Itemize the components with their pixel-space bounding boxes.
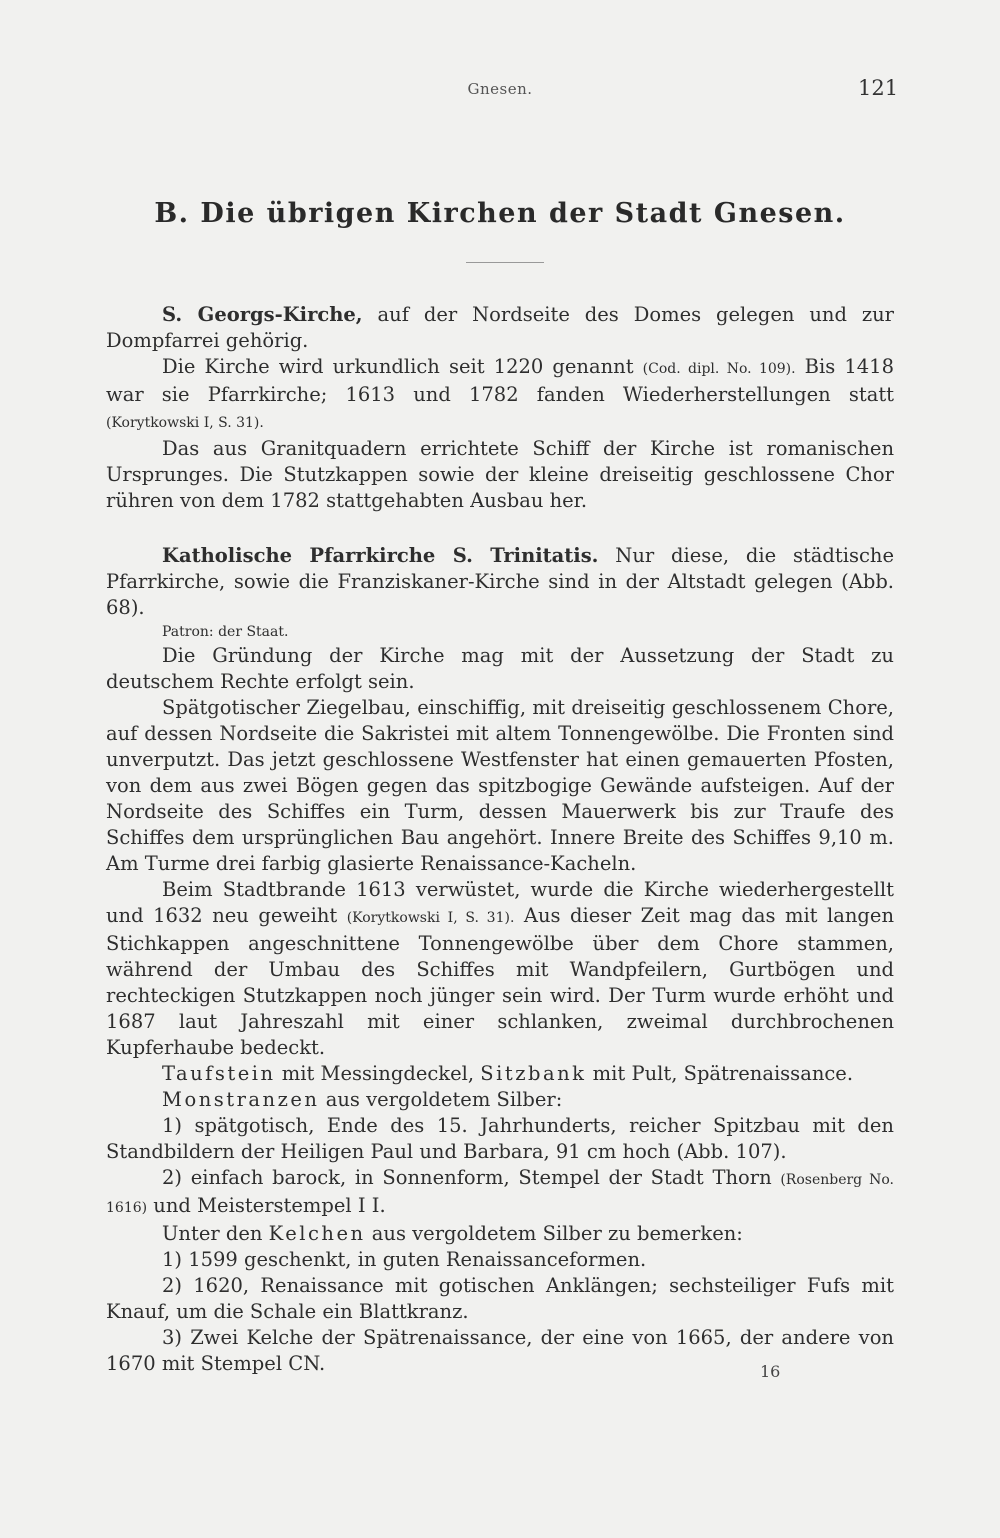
- kelche-paragraph: [106, 1221, 894, 1247]
- trinitatis-paragraph-1: [106, 543, 894, 621]
- trinitatis-p4-ref: (Korytkowski I, S. 31).: [346, 910, 515, 926]
- georgs-p1-text: auf der Nordseite des Domes gelegen und zur Dompfarrei gehörig.: [106, 303, 894, 352]
- title-divider: [466, 262, 544, 263]
- trinitatis-p4-text-b: Aus dieser Zeit mag das mit langen Stichkappen angeschnittene Tonnengewölbe über dem Chore stammen, während der Umbau des Schiffes mit Wandpfeilern, Gurtbögen und rechteckigen Stutzkappen noch jünger sein wird. Der Turm wurde erhöht und 1687 laut Jahreszahl mit einer schlanken, zweimal durchbrochenen Kupferhaube bedeckt.: [106, 904, 894, 1059]
- kelche-text-b: aus vergoldetem Silber zu bemerken:: [365, 1222, 743, 1245]
- georgs-paragraph-3: Das aus Granitquadern errichtete Schiff der Kirche ist romanischen Ursprunges. Die Stutzkappen sowie der kleine dreiseitig geschlossene Chor rühren von dem 1782 stattgehabten Ausbau her.: [106, 437, 894, 512]
- taufstein-text-b: mit Pult, Spätrenaissance.: [586, 1062, 854, 1085]
- section-trinitatis: [106, 543, 894, 1377]
- georgs-heading: S. Georgs-Kirche,: [162, 303, 363, 326]
- georgs-p2-text-a: Die Kirche wird urkundlich seit 1220 genannt: [162, 355, 643, 378]
- georgs-p2-text-b: Bis 1418 war sie Pfarrkirche; 1613 und 1782 fanden Wiederherstellungen statt: [106, 355, 894, 406]
- taufstein-paragraph: [106, 1061, 894, 1087]
- monstranz-2-ref: (Rosenberg No. 1616): [106, 1172, 894, 1216]
- monstranz-item-1: 1) spätgotisch, Ende des 15. Jahrhunderts, reicher Spitzbau mit den Standbildern der Heiligen Paul und Barbara, 91 cm hoch (Abb. 107).: [106, 1114, 894, 1163]
- section-georgs-kirche: [106, 302, 894, 514]
- monstranz-2-text-a: 2) einfach barock, in Sonnenform, Stempel der Stadt Thorn: [162, 1166, 781, 1189]
- trinitatis-paragraph-2: Die Gründung der Kirche mag mit der Aussetzung der Stadt zu deutschem Rechte erfolgt sein.: [106, 644, 894, 693]
- georgs-paragraph-2: [106, 354, 894, 436]
- monstranz-2-text-b: und Meisterstempel I I.: [147, 1194, 386, 1217]
- taufstein-term: Taufstein: [162, 1062, 276, 1085]
- monstranzen-term: Monstranzen: [162, 1088, 320, 1111]
- monstranzen-text: aus vergoldetem Silber:: [319, 1088, 563, 1111]
- kelch-item-1: 1) 1599 geschenkt, in guten Renaissanceformen.: [162, 1248, 647, 1271]
- kelch-item-3: 3) Zwei Kelche der Spätrenaissance, der eine von 1665, der andere von 1670 mit Stempel CN.: [106, 1326, 894, 1375]
- kelche-term: Kelchen: [268, 1222, 366, 1245]
- trinitatis-paragraph-3: Spätgotischer Ziegelbau, einschiffig, mit dreiseitig geschlossenem Chore, auf dessen Nordseite die Sakristei mit altem Tonnengewölbe. Die Fronten sind unverputzt. Das jetzt geschlossene Westfenster hat einen gemauerten Pfosten, von dem aus zwei Bögen gegen das spitzbogige Gewände aufsteigen. Auf der Nordseite des Schiffes ein Turm, dessen Mauerwerk bis zur Traufe des Schiffes dem ursprünglichen Bau angehört. Innere Breite des Schiffes 9,10 m. Am Turme drei farbig glasierte Renaissance-Kacheln.: [106, 696, 894, 875]
- georgs-paragraph-1: [106, 302, 894, 354]
- patron-line: Patron: der Staat.: [162, 624, 289, 640]
- monstranz-item-2: [106, 1165, 894, 1221]
- trinitatis-heading: Katholische Pfarrkirche S. Trinitatis.: [162, 544, 599, 567]
- georgs-p2-ref-2: (Korytkowski I, S. 31).: [106, 415, 264, 431]
- georgs-p2-ref-1: (Cod. dipl. No. 109).: [642, 361, 796, 377]
- page-number: 121: [858, 76, 899, 100]
- running-head: Gnesen.: [467, 80, 533, 98]
- trinitatis-paragraph-4: [106, 877, 894, 1061]
- signature-mark: 16: [760, 1362, 781, 1381]
- trinitatis-p1-text: Nur diese, die städtische Pfarrkirche, sowie die Franziskaner-Kirche sind in der Altstadt gelegen (Abb. 68).: [106, 544, 894, 619]
- trinitatis-p4-text-a: Beim Stadtbrande 1613 verwüstet, wurde die Kirche wiederhergestellt und 1632 neu geweiht: [106, 878, 894, 927]
- kelche-text-a: Unter den: [162, 1222, 269, 1245]
- kelch-item-2: 2) 1620, Renaissance mit gotischen Anklängen; sechsteiliger Fufs mit Knauf, um die Schale ein Blattkranz.: [106, 1274, 894, 1323]
- sitzbank-term: Sitzbank: [480, 1062, 587, 1085]
- section-title: B. Die übrigen Kirchen der Stadt Gnesen.: [154, 198, 846, 229]
- taufstein-text-a: mit Messingdeckel,: [275, 1062, 481, 1085]
- monstranzen-paragraph: [106, 1087, 894, 1113]
